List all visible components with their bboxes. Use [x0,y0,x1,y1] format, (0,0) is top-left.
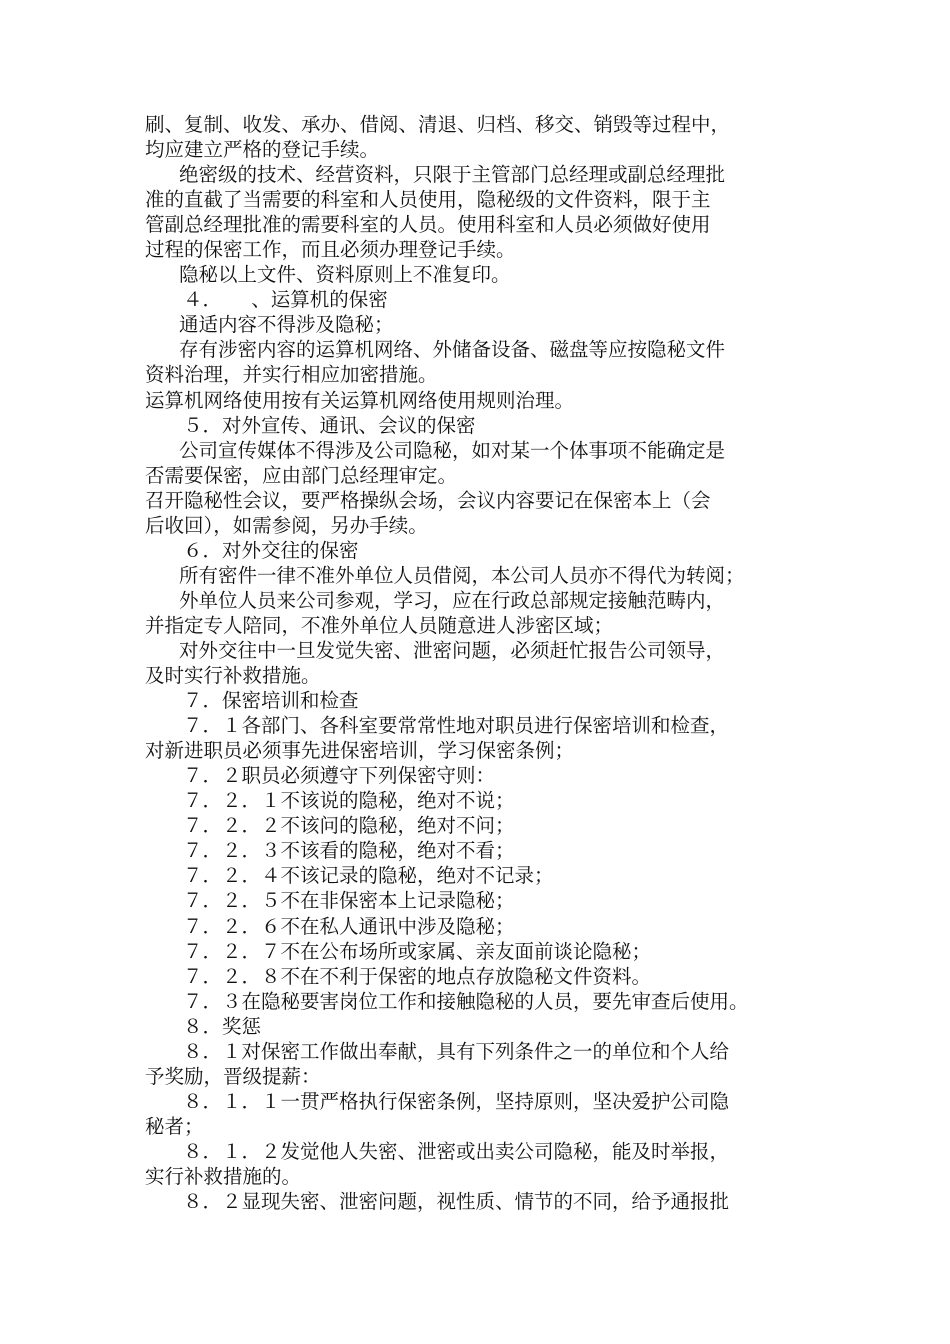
text-line: 所有密件一律不准外单位人员借阅，本公司人员亦不得代为转阅； [179,563,745,587]
section-heading: ７．保密培训和检查 [183,689,359,713]
text-line: 否需要保密，应由部门总经理审定。 [145,463,458,487]
list-item: ７．２．１不该说的隐秘，绝对不说； [183,789,515,813]
text-line: 存有涉密内容的运算机网络、外储备设备、磁盘等应按隐秘文件 [179,338,726,362]
section-heading: ５．对外宣传、通讯、会议的保密 [183,413,476,437]
text-line: 外单位人员来公司参观，学习，应在行政总部规定接触范畴内， [179,588,726,612]
text-line: 过程的保密工作，而且必须办理登记手续。 [145,238,516,262]
text-line: 隐秘以上文件、资料原则上不准复印。 [179,263,511,287]
text-line: ８．２显现失密、泄密问题，视性质、情节的不同，给予通报批 [183,1190,730,1214]
section-heading: ４． 、运算机的保密 [183,288,388,312]
text-line: 公司宣传媒体不得涉及公司隐秘，如对某一个体事项不能确定是 [179,438,726,462]
text-line: ８．１．１一贯严格执行保密条例，坚持原则，坚决爱护公司隐 [183,1089,730,1113]
text-line: 实行补救措施的。 [145,1164,302,1188]
list-item: ７．２．６不在私人通讯中涉及隐秘； [183,914,515,938]
list-item: ７．２．２不该问的隐秘，绝对不问； [183,814,515,838]
list-item: ７．２．７不在公布场所或家属、亲友面前谈论隐秘； [183,939,652,963]
text-line: ７．２职员必须遵守下列保密守则： [183,764,496,788]
text-line: 运算机网络使用按有关运算机网络使用规则治理。 [145,388,575,412]
section-heading: ６．对外交往的保密 [183,538,359,562]
text-line: 资料治理，并实行相应加密措施。 [145,363,438,387]
text-line: ８．１对保密工作做出奉献，具有下列条件之一的单位和个人给 [183,1039,730,1063]
text-line: ８．１．２发觉他人失密、泄密或出卖公司隐秘，能及时举报， [183,1139,730,1163]
text-line: ７．１各部门、各科室要常常性地对职员进行保密培训和检查， [183,714,730,738]
text-line: 对外交往中一旦发觉失密、泄密问题，必须赶忙报告公司领导， [179,638,726,662]
text-line: 并指定专人陪同，不准外单位人员随意进人涉密区域； [145,613,614,637]
text-line: 通适内容不得涉及隐秘； [179,313,394,337]
document-body [145,112,825,1214]
text-line: ７．３在隐秘要害岗位工作和接触隐秘的人员，要先审查后使用。 [183,989,749,1013]
text-line: 均应建立严格的登记手续。 [145,138,380,162]
section-heading: ８．奖惩 [183,1014,262,1038]
text-line: 管副总经理批准的需要科室的人员。使用科室和人员必须做好使用 [145,213,711,237]
text-line: 予奖励，晋级提薪： [145,1064,321,1088]
text-line: 后收回），如需参阅，另办手续。 [145,513,428,537]
list-item: ７．２．４不该记录的隐秘，绝对不记录； [183,864,554,888]
list-item: ７．２．８不在不利于保密的地点存放隐秘文件资料。 [183,964,652,988]
list-item: ７．２．５不在非保密本上记录隐秘； [183,889,515,913]
text-line: 刷、复制、收发、承办、借阅、清退、归档、移交、销毁等过程中， [145,113,731,136]
text-line: 秘者； [145,1114,204,1138]
text-line: 召开隐秘性会议，要严格操纵会场，会议内容要记在保密本上（会 [145,488,711,512]
text-line: 及时实行补救措施。 [145,664,321,688]
text-line: 绝密级的技术、经营资料，只限于主管部门总经理或副总经理批 [179,163,726,187]
text-line: 准的直截了当需要的科室和人员使用，隐秘级的文件资料，限于主 [145,188,711,212]
list-item: ７．２．３不该看的隐秘，绝对不看； [183,839,515,863]
text-line: 对新进职员必须事先进保密培训，学习保密条例； [145,739,575,763]
